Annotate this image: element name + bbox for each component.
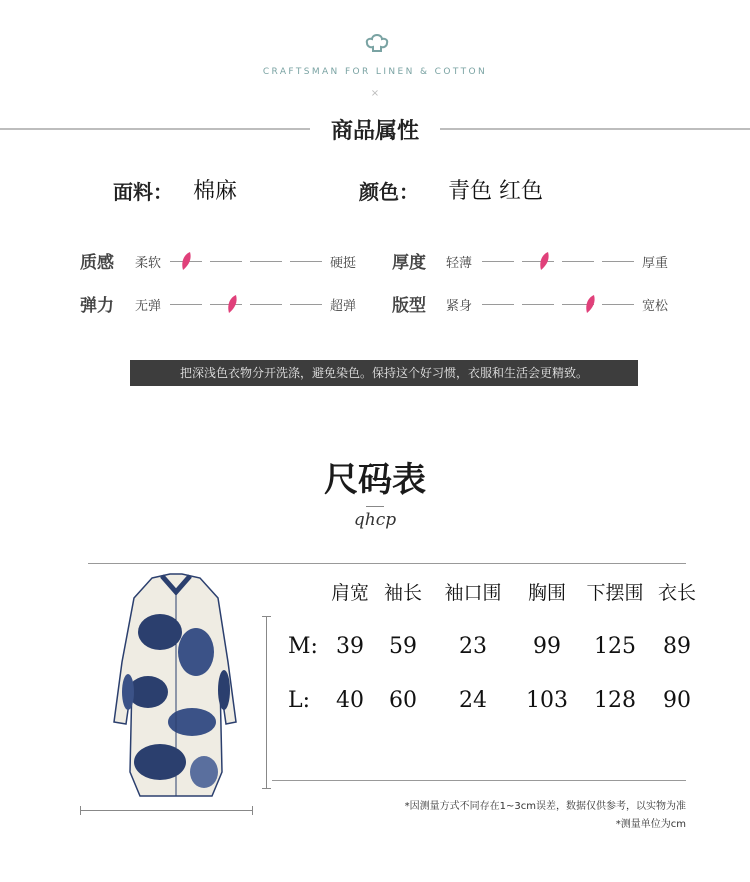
x-mark: ×: [370, 88, 380, 99]
rating-low-label: 紧身: [446, 299, 473, 314]
rating-leaf-marker-icon: [180, 251, 192, 271]
size-cell: 23: [459, 634, 487, 659]
scale-dash: [602, 304, 634, 305]
size-cell: 24: [459, 688, 487, 713]
scale-dash: [482, 304, 514, 305]
color-value: 青色 红色: [448, 179, 543, 204]
size-cell: 89: [663, 634, 691, 659]
size-cell: 40: [336, 688, 364, 713]
size-cell: 60: [389, 688, 417, 713]
length-measure-cap-bottom: [262, 788, 271, 789]
brand-tagline: CRAFTSMAN FOR LINEN & COTTON: [262, 67, 488, 77]
rating-label: 版型: [392, 296, 426, 316]
rating-leaf-marker-icon: [226, 294, 238, 314]
measurement-note: *因测量方式不同存在1~3cm误差，数据仅供参考，以实物为准: [404, 801, 686, 812]
divider-right: [440, 128, 750, 130]
size-cell: 128: [594, 688, 636, 713]
rating-low-label: 轻薄: [446, 256, 473, 271]
size-cell: 90: [663, 688, 691, 713]
scale-dash: [290, 304, 322, 305]
width-measure-cap-left: [80, 806, 81, 815]
rating-high-label: 超弹: [330, 299, 357, 314]
rating-leaf-marker-icon: [584, 294, 596, 314]
color-label: 颜色：: [359, 180, 419, 204]
size-cell: 125: [594, 634, 636, 659]
size-header: 肩宽: [330, 582, 369, 604]
fabric-label: 面料：: [113, 180, 173, 204]
size-cell: 59: [389, 634, 417, 659]
rating-high-label: 宽松: [642, 299, 669, 314]
table-top-line: [88, 563, 686, 564]
width-measure-line: [80, 810, 252, 811]
size-header: 胸围: [527, 582, 566, 604]
cotton-flower-icon: [363, 32, 391, 56]
rating-label: 质感: [80, 253, 114, 273]
size-cell: 39: [336, 634, 364, 659]
size-header: 袖口围: [444, 582, 502, 604]
size-header: 袖长: [383, 582, 422, 604]
length-measure-cap-top: [262, 616, 271, 617]
scale-dash: [210, 261, 242, 262]
size-cell: 99: [533, 634, 561, 659]
size-row-label: L:: [288, 688, 311, 713]
scale-dash: [602, 261, 634, 262]
rating-high-label: 硬挺: [330, 256, 357, 271]
unit-note: *测量单位为cm: [615, 819, 686, 830]
rating-high-label: 厚重: [642, 256, 669, 271]
scale-dash: [482, 261, 514, 262]
rating-low-label: 无弹: [135, 299, 162, 314]
table-bottom-line: [272, 780, 686, 781]
scale-dash: [522, 304, 554, 305]
scale-dash: [562, 261, 594, 262]
section-title-attributes: 商品属性: [330, 119, 419, 144]
rating-label: 弹力: [80, 296, 114, 316]
title-underline: [366, 506, 384, 507]
rating-low-label: 柔软: [135, 256, 162, 271]
divider-left: [0, 128, 310, 130]
scale-dash: [170, 304, 202, 305]
fabric-value: 棉麻: [193, 179, 238, 204]
width-measure-cap-right: [252, 806, 253, 815]
size-cell: 103: [526, 688, 568, 713]
scale-dash: [250, 304, 282, 305]
length-measure-line: [266, 616, 267, 788]
rating-label: 厚度: [392, 253, 426, 273]
size-chart-title: 尺码表: [324, 460, 426, 500]
size-header: 衣长: [657, 582, 696, 604]
rating-leaf-marker-icon: [538, 251, 550, 271]
care-banner: 把深浅色衣物分开洗涤，避免染色。保持这个好习惯，衣服和生活会更精致。: [130, 360, 638, 386]
size-header: 下摆围: [586, 582, 644, 604]
garment-image: [100, 572, 250, 804]
scale-dash: [290, 261, 322, 262]
size-row-label: M:: [288, 634, 318, 659]
scale-dash: [250, 261, 282, 262]
signature: qhcp: [353, 510, 397, 530]
